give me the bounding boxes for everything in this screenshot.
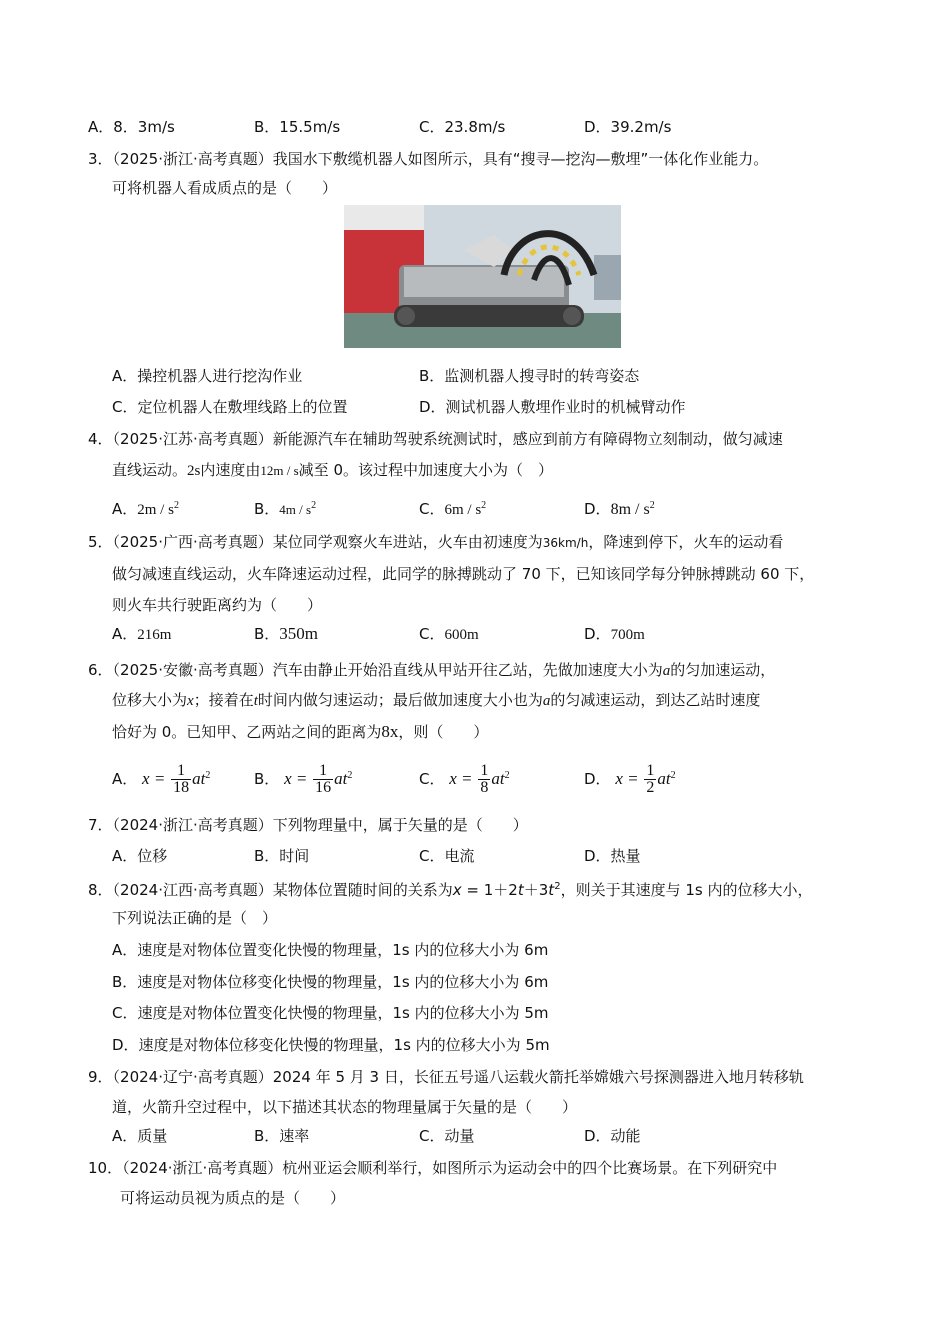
q3-option-b: B．监测机器人搜寻时的转弯姿态 — [419, 367, 640, 385]
q9-option-c: C．动量 — [419, 1127, 475, 1145]
q4-speed: 12m / s — [260, 463, 299, 478]
option-label: D． — [584, 500, 611, 518]
option-label: A． — [112, 500, 138, 518]
q6-option-c — [419, 756, 510, 799]
q6-var-a: a — [542, 693, 551, 709]
formula-exponent: 2 — [504, 770, 510, 781]
q5-stem-line1 — [88, 532, 783, 553]
option-label: A． — [112, 625, 138, 643]
q8-text: ，则关于其速度与 1s 内的位移大小， — [560, 881, 813, 899]
q10-stem-line1: 10．（2024·浙江·高考真题）杭州亚运会顺利举行，如图所示为运动会中的四个比赛场景。在下列研究中 — [88, 1159, 778, 1177]
option-value: 8m / s — [610, 501, 650, 518]
option-label: B． — [254, 500, 280, 518]
q10-stem-line2: 可将运动员视为质点的是（ ） — [120, 1189, 346, 1207]
q6-text: 时间内做匀速运动；最后做加速度大小也为 — [257, 691, 543, 709]
q8-stem-line2: 下列说法正确的是（ ） — [112, 909, 278, 927]
formula-exponent: 2 — [205, 770, 211, 781]
robot-illustration — [344, 205, 621, 348]
q5-stem-line2: 做匀减速直线运动，火车降速运动过程，此同学的脉搏跳动了 70 下，已知该同学每分钟脉搏跳动 60 下， — [112, 565, 815, 583]
q5-option-a — [112, 624, 171, 645]
formula-rhs: at — [491, 769, 505, 788]
q2-option-d: D．39.2m/s — [584, 118, 672, 136]
fraction — [644, 763, 656, 796]
q8-text: = 1＋2 — [461, 881, 518, 899]
q4-text: 减至 0。该过程中加速度大小为（ ） — [298, 461, 553, 479]
fraction — [313, 763, 333, 796]
q4-time: 2s — [187, 463, 201, 479]
option-value: 600m — [444, 627, 479, 643]
q5-option-c — [419, 624, 479, 645]
fraction-denominator: 16 — [315, 779, 332, 796]
fraction-numerator: 1 — [313, 763, 333, 780]
formula-rhs: at — [334, 769, 348, 788]
q8-stem-line1 — [88, 877, 812, 900]
fraction-denominator: 2 — [646, 779, 655, 796]
formula-rhs: at — [192, 769, 206, 788]
option-value: 4m / s — [279, 502, 312, 517]
q6-var-t: t — [253, 693, 258, 709]
q6-stem-line1 — [88, 660, 775, 681]
q6-var-a: a — [662, 663, 671, 679]
option-value: 6m / s — [444, 502, 482, 518]
q6-stem-line2 — [112, 690, 760, 711]
option-value: 216m — [137, 627, 172, 643]
q5-option-b — [254, 624, 318, 644]
q5-speed: 36km/h — [542, 536, 589, 550]
option-value: 2m / s — [137, 502, 174, 518]
option-exponent: 2 — [173, 500, 179, 511]
q6-text: 位移大小为 — [112, 691, 188, 709]
q6-text: ，则（ ） — [398, 723, 489, 741]
option-value: 350m — [279, 624, 319, 643]
fraction — [171, 763, 191, 796]
q4-option-d — [584, 496, 655, 520]
option-label: B． — [254, 625, 280, 643]
fraction-denominator: 8 — [480, 779, 489, 796]
q5-text: 5．（2025·广西·高考真题）某位同学观察火车进站，火车由初速度为 — [88, 533, 543, 551]
fraction-numerator: 1 — [171, 763, 191, 780]
option-label: C． — [419, 770, 445, 788]
q4-text: 直线运动。 — [112, 461, 188, 479]
option-label: C． — [419, 625, 445, 643]
q5-text: ，降速到停下，火车的运动看 — [588, 533, 784, 551]
q8-text: ＋3 — [523, 881, 549, 899]
q6-text: 的匀加速运动， — [670, 661, 776, 679]
q6-distance: 8x — [381, 722, 399, 741]
q8-var-t: t — [548, 881, 555, 899]
q7-option-d: D．热量 — [584, 847, 641, 865]
q6-text: 的匀减速运动，到达乙站时速度 — [550, 691, 761, 709]
q6-var-x: x — [187, 693, 194, 709]
formula-rhs: at — [657, 769, 671, 788]
formula-exponent: 2 — [347, 770, 353, 781]
q2-option-b: B．15.5m/s — [254, 118, 341, 136]
q6-option-a — [112, 756, 210, 799]
q3-option-a: A．操控机器人进行挖沟作业 — [112, 367, 303, 385]
q5-stem-line3: 则火车共行驶距离约为（ ） — [112, 596, 323, 614]
q5-option-d — [584, 624, 645, 645]
formula-exponent: 2 — [670, 770, 676, 781]
option-label: D． — [584, 770, 611, 788]
option-exponent: 2 — [311, 500, 317, 511]
q9-option-d: D．动能 — [584, 1127, 641, 1145]
option-label: A． — [112, 770, 138, 788]
q3-option-d: D．测试机器人敷埋作业时的机械臂动作 — [419, 398, 686, 416]
q8-option-c: C．速度是对物体位置变化快慢的物理量，1s 内的位移大小为 5m — [112, 1004, 549, 1022]
formula-lhs: x = — [615, 769, 639, 788]
q7-option-b: B．时间 — [254, 847, 310, 865]
q2-option-c: C．23.8m/s — [419, 118, 506, 136]
formula-lhs: x = — [142, 769, 166, 788]
q7-stem-line1: 7．（2024·浙江·高考真题）下列物理量中，属于矢量的是（ ） — [88, 816, 528, 834]
q7-option-c: C．电流 — [419, 847, 475, 865]
q3-stem-line2: 可将机器人看成质点的是（ ） — [112, 179, 338, 197]
q4-stem-line2 — [112, 460, 553, 481]
q8-option-d: D．速度是对物体位移变化快慢的物理量，1s 内的位移大小为 5m — [112, 1036, 550, 1054]
q3-stem-line1: 3．（2025·浙江·高考真题）我国水下敷缆机器人如图所示，具有“搜寻—挖沟—敷埋”一体化作业能力。 — [88, 150, 769, 168]
q8-exponent: 2 — [554, 881, 561, 892]
q9-stem-line2: 道，火箭升空过程中，以下描述其状态的物理量属于矢量的是（ ） — [112, 1098, 578, 1116]
q4-text: 内速度由 — [200, 461, 261, 479]
q8-var-x: x — [452, 881, 462, 899]
q4-option-c — [419, 496, 486, 520]
q3-option-c: C．定位机器人在敷埋线路上的位置 — [112, 398, 348, 416]
q8-text: 8．（2024·江西·高考真题）某物体位置随时间的关系为 — [88, 881, 453, 899]
option-exponent: 2 — [481, 500, 487, 511]
q4-option-b — [254, 496, 316, 520]
q8-option-a: A．速度是对物体位置变化快慢的物理量，1s 内的位移大小为 6m — [112, 941, 549, 959]
option-label: B． — [254, 770, 280, 788]
q6-text: 6．（2025·安徽·高考真题）汽车由静止开始沿直线从甲站开往乙站，先做加速度大小为 — [88, 661, 663, 679]
q6-option-b — [254, 756, 352, 799]
q9-option-b: B．速率 — [254, 1127, 310, 1145]
fraction-denominator: 18 — [173, 779, 190, 796]
q4-stem-line1: 4．（2025·江苏·高考真题）新能源汽车在辅助驾驶系统测试时，感应到前方有障碍物立刻制动，做匀减速 — [88, 430, 783, 448]
q8-option-b: B．速度是对物体位移变化快慢的物理量，1s 内的位移大小为 6m — [112, 973, 549, 991]
formula-lhs: x = — [449, 769, 473, 788]
q7-option-a: A．位移 — [112, 847, 168, 865]
q9-stem-line1: 9．（2024·辽宁·高考真题）2024 年 5 月 3 日，长征五号遥八运载火箭托举嫦娥六号探测器进入地月转移轨 — [88, 1068, 804, 1086]
fraction-numerator: 1 — [480, 762, 489, 779]
fraction-numerator: 1 — [646, 762, 655, 779]
q6-stem-line3 — [112, 722, 488, 742]
q6-text: 恰好为 0。已知甲、乙两站之间的距离为 — [112, 723, 382, 741]
option-label: D． — [584, 625, 611, 643]
underwater-cable-robot-photo — [344, 205, 621, 348]
option-value: 700m — [610, 627, 645, 643]
q6-option-d — [584, 756, 676, 799]
q9-option-a: A．质量 — [112, 1127, 168, 1145]
q4-option-a — [112, 496, 179, 520]
q2-option-a: A．8．3m/s — [88, 118, 175, 136]
q8-var-t: t — [517, 881, 524, 899]
option-exponent: 2 — [649, 500, 655, 511]
formula-lhs: x = — [284, 769, 308, 788]
q6-text: ；接着在 — [193, 691, 254, 709]
option-label: C． — [419, 500, 445, 518]
fraction — [478, 763, 490, 796]
